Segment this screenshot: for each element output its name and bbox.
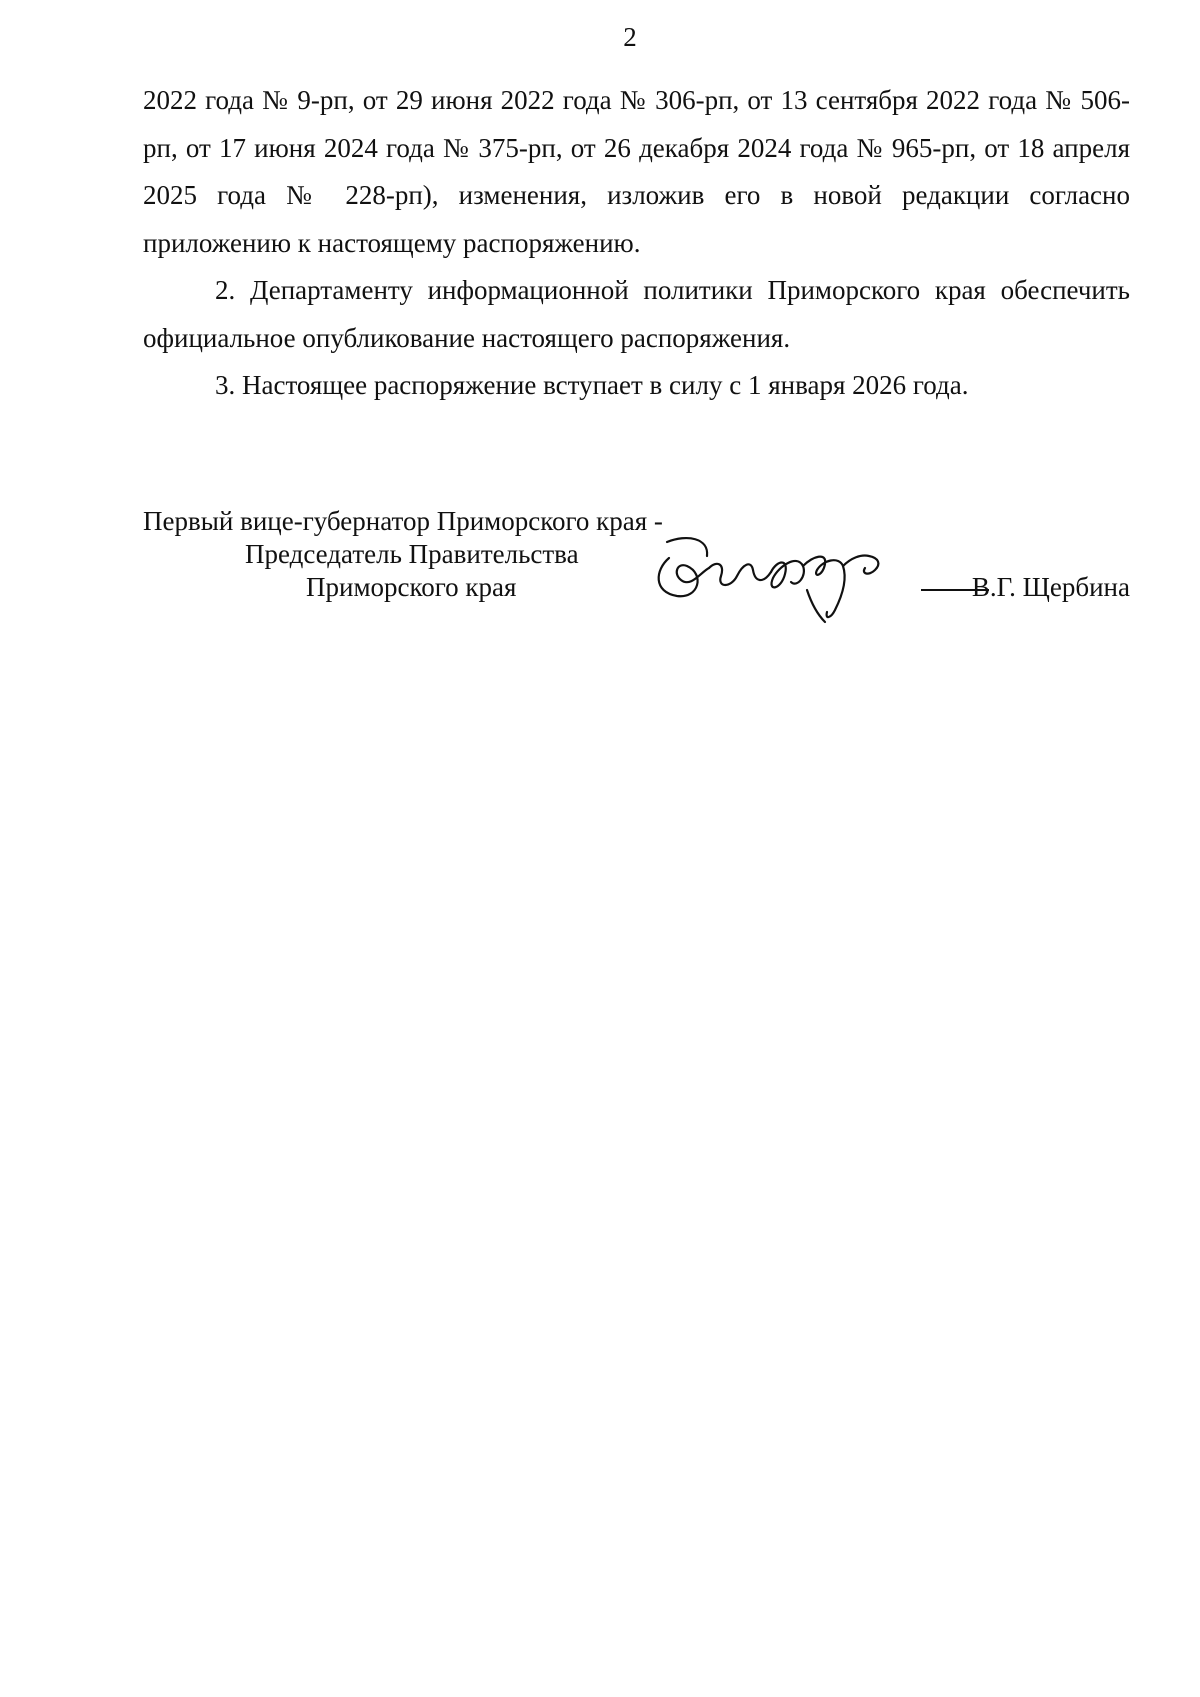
paragraph-item-3: 3. Настоящее распоряжение вступает в силу с 1 января 2026 года. xyxy=(215,370,969,400)
handwritten-signature xyxy=(647,530,907,625)
signature-block xyxy=(143,505,1130,635)
document-body xyxy=(143,77,1130,410)
signer-title-line-3: Приморского края xyxy=(306,572,517,602)
page-number: 2 xyxy=(623,22,637,52)
paragraph-continuation: 2022 года № 9-рп, от 29 июня 2022 года № 306-рп, от 13 сентября 2022 года № 506-рп, от 17 июня 2024 года № 375-рп, от 26 декабря 2024 года № 965-рп, от 18 апреля 2025 года № 228-рп), изменения, изложив его в новой редакции согласно приложению к настоящему распоряжению. xyxy=(143,85,1130,258)
paragraph-item-2: 2. Департаменту информационной политики Приморского края обеспечить официальное опубликование настоящего распоряжения. xyxy=(143,275,1130,353)
signer-title-line-2: Председатель Правительства xyxy=(245,539,579,569)
signer-title-line-1: Первый вице-губернатор Приморского края - xyxy=(143,506,663,536)
signer-name: В.Г. Щербина xyxy=(971,572,1130,602)
